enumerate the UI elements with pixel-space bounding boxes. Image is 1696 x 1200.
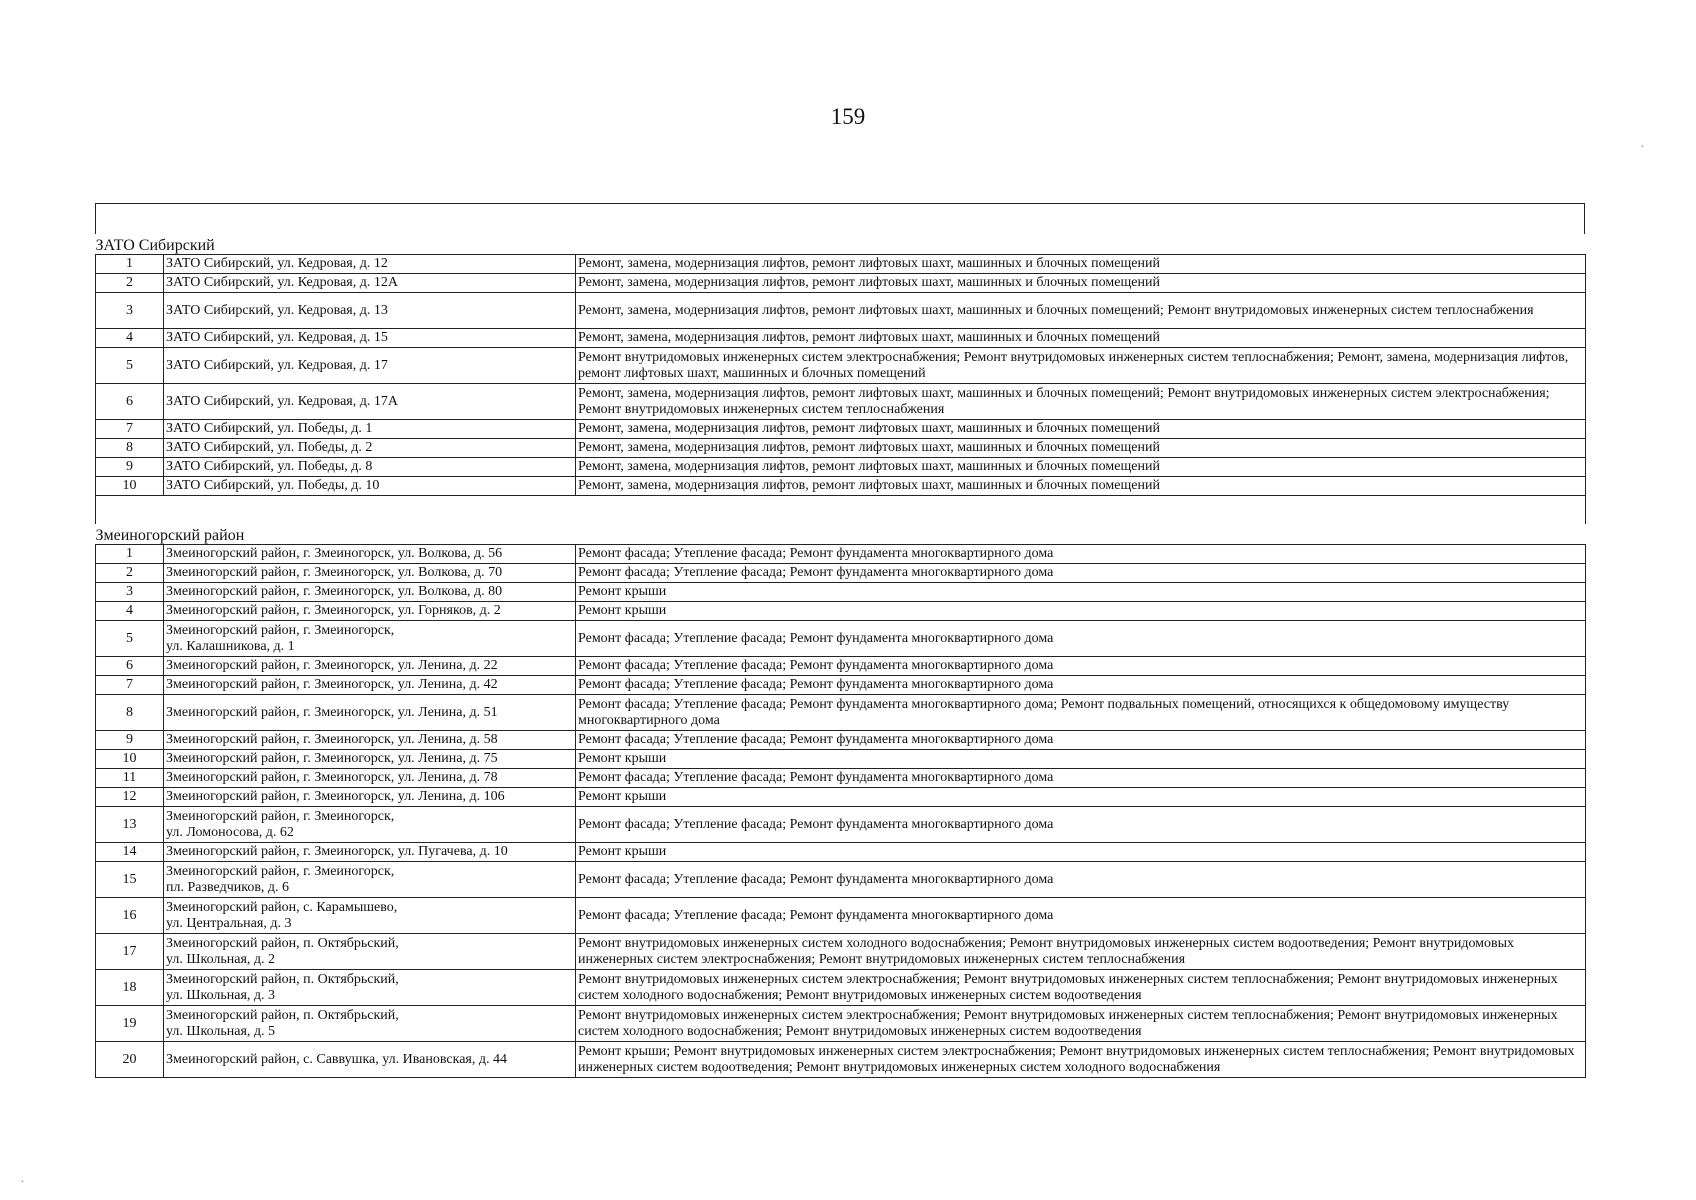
table-row [96,602,1586,621]
row-number: 16 [96,898,164,934]
row-works: Ремонт крыши [576,602,1586,621]
row-works: Ремонт внутридомовых инженерных систем электроснабжения; Ремонт внутридомовых инженерных систем теплоснабжения; Ремонт внутридомовых инженерных систем холодного водоснабжения; Ремонт внутридомовых инженерных систем водоотведения [576,1006,1586,1042]
table-row [96,293,1586,329]
row-works: Ремонт крыши [576,788,1586,807]
row-address: ЗАТО Сибирский, ул. Кедровая, д. 15 [164,329,576,348]
row-number: 6 [96,384,164,420]
row-works: Ремонт внутридомовых инженерных систем электроснабжения; Ремонт внутридомовых инженерных систем теплоснабжения; Ремонт внутридомовых инженерных систем холодного водоснабжения; Ремонт внутридомовых инженерных систем водоотведения [576,970,1586,1006]
table-row [96,657,1586,676]
row-number: 6 [96,657,164,676]
works-table [95,234,1586,1078]
row-number: 11 [96,769,164,788]
page-number: 159 [830,104,866,129]
row-address: Змеиногорский район, г. Змеиногорск, ул. Ленина, д. 75 [164,750,576,769]
row-address: Змеиногорский район, г. Змеиногорск, ул. Волкова, д. 70 [164,564,576,583]
table-row [96,731,1586,750]
row-address: Змеиногорский район, г. Змеиногорск, ул. Калашникова, д. 1 [164,621,576,657]
table-row [96,564,1586,583]
table-row [96,458,1586,477]
row-number: 12 [96,788,164,807]
table-row [96,750,1586,769]
works-table-body [96,234,1586,1078]
table-row [96,439,1586,458]
row-number: 13 [96,807,164,843]
row-address: ЗАТО Сибирский, ул. Кедровая, д. 13 [164,293,576,329]
row-number: 18 [96,970,164,1006]
table-row [96,934,1586,970]
row-works: Ремонт фасада; Утепление фасада; Ремонт фундамента многоквартирного дома [576,676,1586,695]
row-number: 1 [96,255,164,274]
row-address: Змеиногорский район, г. Змеиногорск, ул. Ленина, д. 51 [164,695,576,731]
table-row [96,420,1586,439]
row-number: 9 [96,731,164,750]
row-number: 3 [96,583,164,602]
row-address: Змеиногорский район, с. Саввушка, ул. Ивановская, д. 44 [164,1042,576,1078]
section-header-row [96,234,1586,255]
row-number: 3 [96,293,164,329]
row-works: Ремонт фасада; Утепление фасада; Ремонт фундамента многоквартирного дома [576,657,1586,676]
row-works: Ремонт фасада; Утепление фасада; Ремонт фундамента многоквартирного дома [576,564,1586,583]
row-number: 5 [96,348,164,384]
row-address: Змеиногорский район, п. Октябрьский, ул. Школьная, д. 2 [164,934,576,970]
table-row [96,348,1586,384]
row-address: ЗАТО Сибирский, ул. Победы, д. 1 [164,420,576,439]
table-row [96,862,1586,898]
table-row [96,807,1586,843]
row-number: 4 [96,602,164,621]
row-number: 5 [96,621,164,657]
row-works: Ремонт, замена, модернизация лифтов, ремонт лифтовых шахт, машинных и блочных помещений [576,439,1586,458]
row-works: Ремонт внутридомовых инженерных систем холодного водоснабжения; Ремонт внутридомовых инженерных систем водоотведения; Ремонт внутридомовых инженерных систем электроснабжения; Ремонт внутридомовых инженерных систем теплоснабжения [576,934,1586,970]
row-works: Ремонт крыши [576,843,1586,862]
table-row [96,545,1586,564]
row-works: Ремонт внутридомовых инженерных систем электроснабжения; Ремонт внутридомовых инженерных систем теплоснабжения; Ремонт, замена, модернизация лифтов, ремонт лифтовых шахт, машинных и блочных помещений [576,348,1586,384]
row-number: 1 [96,545,164,564]
row-number: 8 [96,439,164,458]
table-row [96,1006,1586,1042]
row-number: 2 [96,274,164,293]
section-spacer [96,496,1586,525]
row-works: Ремонт фасада; Утепление фасада; Ремонт фундамента многоквартирного дома [576,545,1586,564]
row-address: Змеиногорский район, г. Змеиногорск, ул. Ленина, д. 22 [164,657,576,676]
row-works: Ремонт фасада; Утепление фасада; Ремонт фундамента многоквартирного дома; Ремонт подвальных помещений, относящихся к общедомовому имуществу многоквартирного дома [576,695,1586,731]
row-works: Ремонт фасада; Утепление фасада; Ремонт фундамента многоквартирного дома [576,807,1586,843]
row-number: 9 [96,458,164,477]
row-works: Ремонт фасада; Утепление фасада; Ремонт фундамента многоквартирного дома [576,862,1586,898]
row-address: ЗАТО Сибирский, ул. Кедровая, д. 12А [164,274,576,293]
table-row [96,695,1586,731]
row-number: 2 [96,564,164,583]
row-works: Ремонт фасада; Утепление фасада; Ремонт фундамента многоквартирного дома [576,898,1586,934]
row-works: Ремонт, замена, модернизация лифтов, ремонт лифтовых шахт, машинных и блочных помещений [576,274,1586,293]
table-row [96,477,1586,496]
scan-speck: · [1640,140,1645,155]
row-number: 19 [96,1006,164,1042]
section-title: Змеиногорский район [96,524,1586,545]
table-row [96,676,1586,695]
section-header-row [96,524,1586,545]
row-works: Ремонт, замена, модернизация лифтов, ремонт лифтовых шахт, машинных и блочных помещений; Ремонт внутридомовых инженерных систем электроснабжения; Ремонт внутридомовых инженерных систем теплоснабжения [576,384,1586,420]
table-row [96,384,1586,420]
row-address: Змеиногорский район, г. Змеиногорск, ул. Пугачева, д. 10 [164,843,576,862]
row-address: Змеиногорский район, г. Змеиногорск, ул. Ломоносова, д. 62 [164,807,576,843]
row-address: Змеиногорский район, г. Змеиногорск, ул. Ленина, д. 58 [164,731,576,750]
table-row [96,970,1586,1006]
row-address: Змеиногорский район, г. Змеиногорск, ул. Волкова, д. 56 [164,545,576,564]
table-row [96,769,1586,788]
row-address: ЗАТО Сибирский, ул. Кедровая, д. 12 [164,255,576,274]
row-address: ЗАТО Сибирский, ул. Победы, д. 8 [164,458,576,477]
table-row [96,788,1586,807]
row-works: Ремонт, замена, модернизация лифтов, ремонт лифтовых шахт, машинных и блочных помещений [576,458,1586,477]
table-row [96,274,1586,293]
section-title: ЗАТО Сибирский [96,234,1586,255]
document-sheet [95,203,1585,1078]
table-row [96,1042,1586,1078]
row-address: ЗАТО Сибирский, ул. Победы, д. 2 [164,439,576,458]
row-works: Ремонт, замена, модернизация лифтов, ремонт лифтовых шахт, машинных и блочных помещений [576,477,1586,496]
row-address: Змеиногорский район, п. Октябрьский, ул. Школьная, д. 5 [164,1006,576,1042]
row-address: Змеиногорский район, г. Змеиногорск, ул. Ленина, д. 106 [164,788,576,807]
row-number: 17 [96,934,164,970]
scan-speck: · [20,1175,25,1190]
row-number: 10 [96,750,164,769]
row-works: Ремонт, замена, модернизация лифтов, ремонт лифтовых шахт, машинных и блочных помещений [576,255,1586,274]
row-number: 14 [96,843,164,862]
spacer-cell [96,496,1586,525]
row-address: ЗАТО Сибирский, ул. Победы, д. 10 [164,477,576,496]
row-address: Змеиногорский район, г. Змеиногорск, пл. Разведчиков, д. 6 [164,862,576,898]
table-row [96,329,1586,348]
table-top-frame [95,203,1585,234]
table-row [96,583,1586,602]
row-address: Змеиногорский район, с. Карамышево, ул. Центральная, д. 3 [164,898,576,934]
row-address: Змеиногорский район, г. Змеиногорск, ул. Ленина, д. 42 [164,676,576,695]
row-number: 10 [96,477,164,496]
row-number: 15 [96,862,164,898]
row-works: Ремонт крыши; Ремонт внутридомовых инженерных систем электроснабжения; Ремонт внутридомовых инженерных систем теплоснабжения; Ремонт внутридомовых инженерных систем водоотведения; Ремонт внутридомовых инженерных систем холодного водоснабжения [576,1042,1586,1078]
row-address: Змеиногорский район, г. Змеиногорск, ул. Ленина, д. 78 [164,769,576,788]
row-number: 8 [96,695,164,731]
row-works: Ремонт, замена, модернизация лифтов, ремонт лифтовых шахт, машинных и блочных помещений [576,420,1586,439]
table-row [96,898,1586,934]
row-number: 20 [96,1042,164,1078]
row-address: ЗАТО Сибирский, ул. Кедровая, д. 17А [164,384,576,420]
row-works: Ремонт, замена, модернизация лифтов, ремонт лифтовых шахт, машинных и блочных помещений; Ремонт внутридомовых инженерных систем теплоснабжения [576,293,1586,329]
row-number: 4 [96,329,164,348]
row-number: 7 [96,420,164,439]
table-row [96,621,1586,657]
table-row [96,255,1586,274]
row-works: Ремонт фасада; Утепление фасада; Ремонт фундамента многоквартирного дома [576,621,1586,657]
row-works: Ремонт крыши [576,583,1586,602]
row-works: Ремонт крыши [576,750,1586,769]
table-row [96,843,1586,862]
row-works: Ремонт фасада; Утепление фасада; Ремонт фундамента многоквартирного дома [576,769,1586,788]
row-address: Змеиногорский район, п. Октябрьский, ул. Школьная, д. 3 [164,970,576,1006]
row-address: ЗАТО Сибирский, ул. Кедровая, д. 17 [164,348,576,384]
row-address: Змеиногорский район, г. Змеиногорск, ул. Волкова, д. 80 [164,583,576,602]
row-works: Ремонт фасада; Утепление фасада; Ремонт фундамента многоквартирного дома [576,731,1586,750]
row-works: Ремонт, замена, модернизация лифтов, ремонт лифтовых шахт, машинных и блочных помещений [576,329,1586,348]
row-number: 7 [96,676,164,695]
row-address: Змеиногорский район, г. Змеиногорск, ул. Горняков, д. 2 [164,602,576,621]
